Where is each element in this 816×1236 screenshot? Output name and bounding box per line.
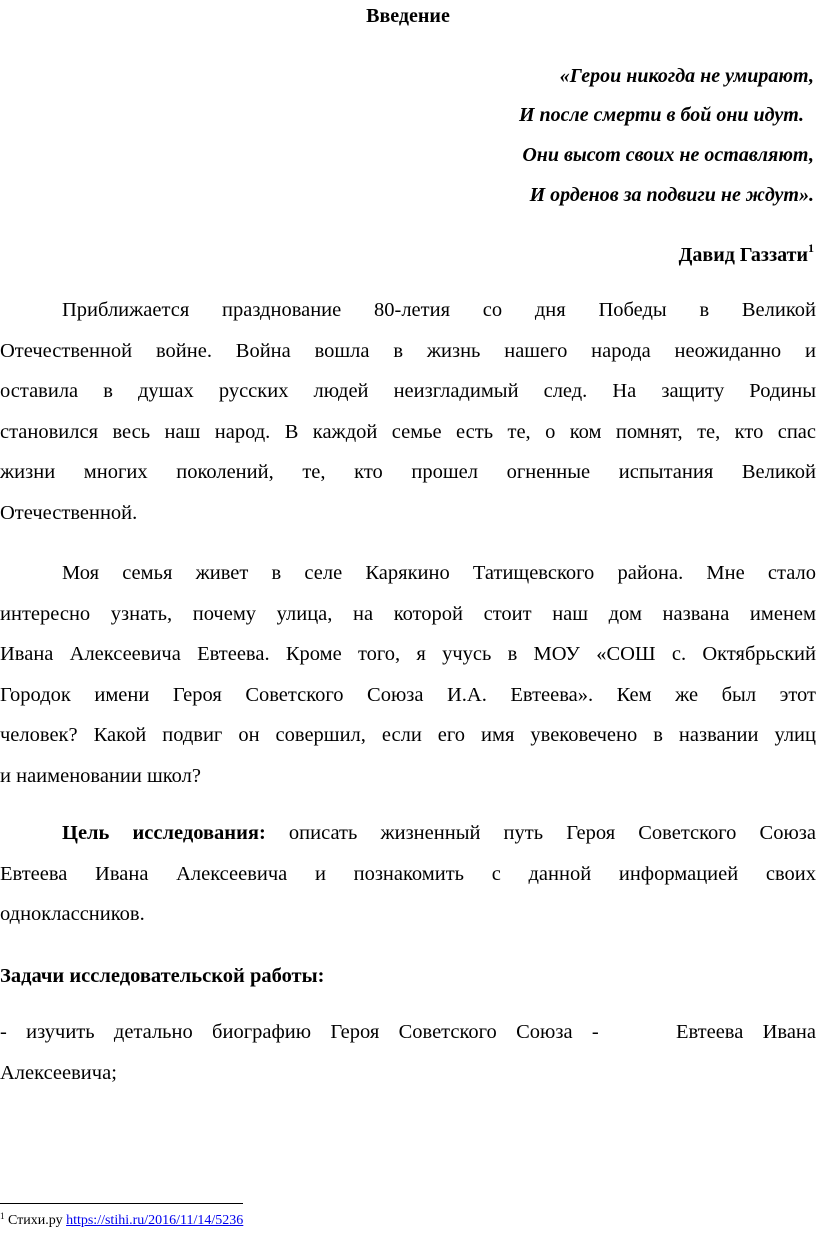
paragraph-goal: [0, 813, 816, 935]
text-line: [0, 813, 816, 854]
goal-text: описать жизненный путь Героя Советского Союза: [265, 822, 816, 844]
text-line: становился весь наш народ. В каждой семье есть те, о ком помнят, те, кто спас: [0, 420, 816, 443]
footnote-separator: [0, 1203, 243, 1204]
text-line: Ивана Алексеевича Евтеева. Кроме того, я учусь в МОУ «СОШ с. Октябрьский: [0, 643, 816, 665]
text-line: оставила в душах русских людей неизгладимый след. На защиту Родины: [0, 380, 816, 402]
paragraph-intro: [0, 290, 816, 533]
text-line: интересно узнать, почему улица, на которой стоит наш дом названа именем: [0, 602, 816, 625]
paragraph-task-1: [0, 1012, 816, 1093]
text-line: Приближается празднование 80-летия со дня Победы в Великой: [62, 299, 816, 321]
text-line: Городок имени Героя Советского Союза И.А. Евтеева». Кем же был этот: [0, 683, 816, 706]
epigraph-line-1: «Герои никогда не умирают,: [559, 65, 814, 87]
goal-label: Цель исследования:: [62, 822, 266, 844]
text-line: Моя семья живет в селе Карякино Татищевского района. Мне стало: [62, 562, 816, 584]
paragraph-family: [0, 553, 816, 796]
text-line: Евтеева Ивана Алексеевича и познакомить с данной информацией своих: [0, 862, 816, 885]
text-line: и наименовании школ?: [0, 764, 201, 787]
epigraph-line-4: И орденов за подвиги не ждут».: [529, 184, 814, 206]
footnote-link[interactable]: https://stihi.ru/2016/11/14/5236: [66, 1213, 244, 1228]
text-line: Алексеевича;: [0, 1061, 117, 1084]
footnote-text: Стихи.ру: [4, 1213, 67, 1228]
tasks-heading: Задачи исследовательской работы:: [0, 965, 325, 987]
epigraph-line-2: И после смерти в бой они идут.: [518, 104, 804, 126]
author-name: Давид Газзати: [678, 244, 808, 266]
footnote: [0, 1211, 243, 1231]
epigraph-line-3: Они высот своих не оставляют,: [522, 144, 814, 166]
text-line: Отечественной.: [0, 501, 138, 524]
page-title: Введение: [366, 5, 450, 27]
text-line: жизни многих поколений, те, кто прошел огненные испытания Великой: [0, 461, 816, 483]
text-line: Отечественной войне. Война вошла в жизнь нашего народа неожиданно и: [0, 339, 816, 362]
epigraph-author: [679, 241, 814, 269]
footnote-ref: 1: [808, 241, 814, 255]
text-line: - изучить детально биографию Героя Советского Союза - Евтеева Ивана: [0, 1021, 816, 1043]
footnote-number: 1: [0, 1211, 5, 1221]
text-line: человек? Какой подвиг он совершил, если его имя увековечено в названии улиц: [0, 724, 816, 746]
text-line: одноклассников.: [0, 903, 145, 925]
